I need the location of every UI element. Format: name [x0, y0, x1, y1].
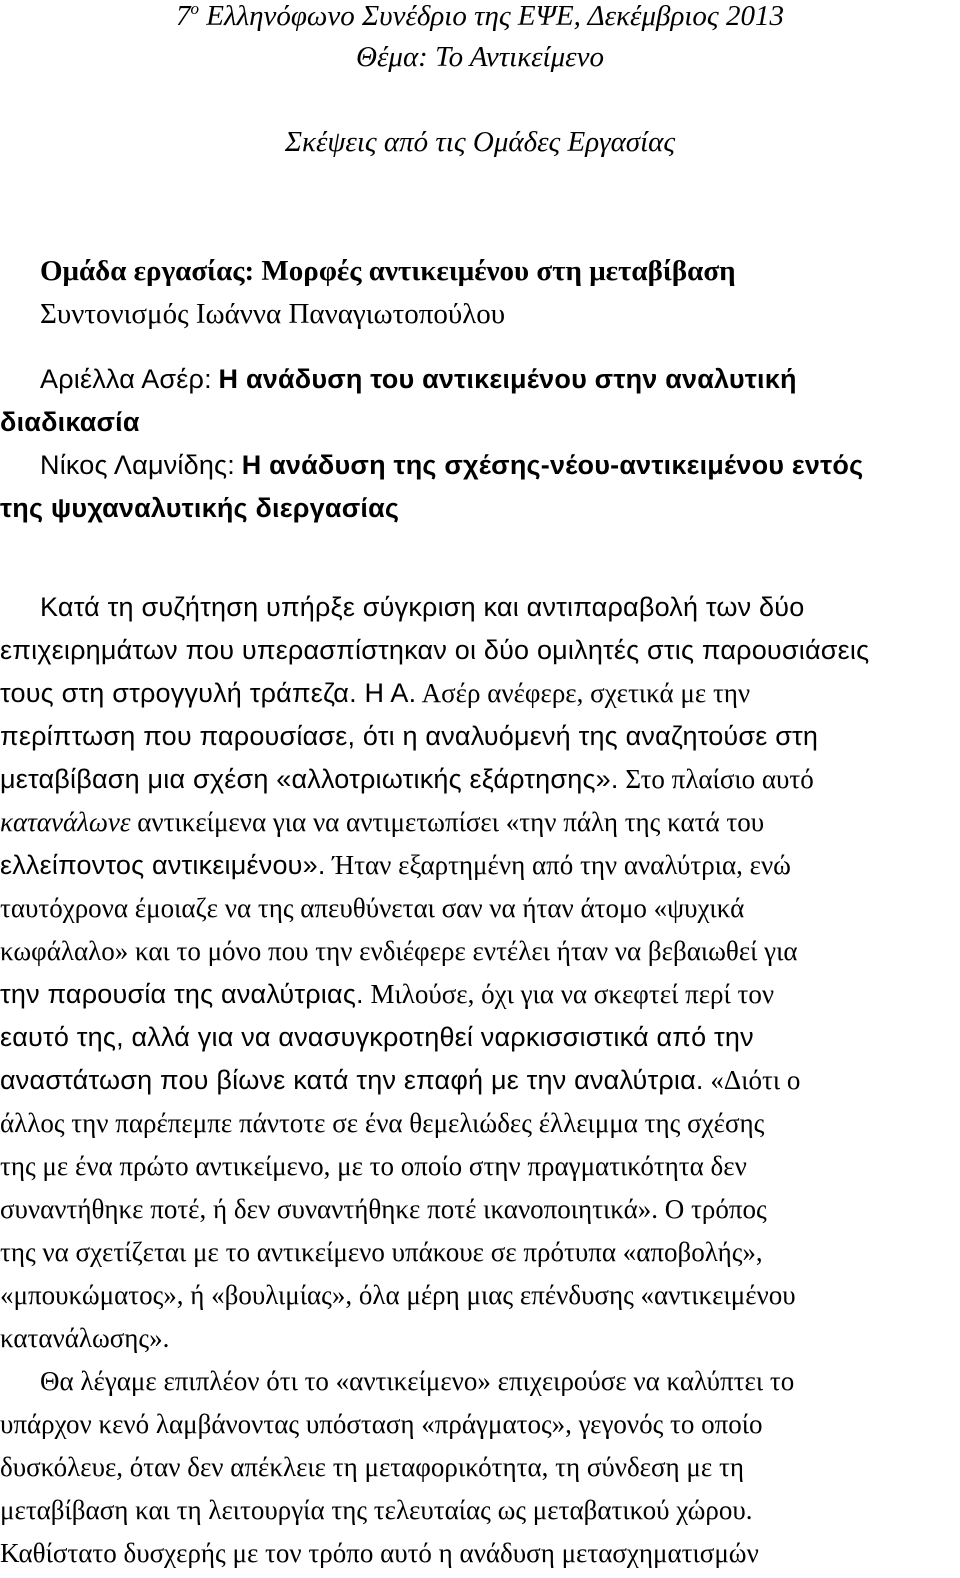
- body-line: συναντήθηκε ποτέ, ή δεν συναντήθηκε ποτέ ικανοποιητικά». Ο τρόπος: [0, 1194, 767, 1224]
- body-span: Μιλούσε, όχι για να σκεφτεί περί τον: [363, 979, 775, 1009]
- body-span-italic: κατανάλωνε: [0, 807, 131, 837]
- body-span: αντικείμενα για να αντιμετωπίσει «την πάλη της κατά του: [130, 807, 765, 837]
- body-span: ελλείποντος αντικειμένου».: [0, 850, 326, 880]
- talk-1-title: Η ανάδυση του αντικειμένου στην αναλυτική: [218, 364, 797, 394]
- body-span: Ασέρ ανέφερε, σχετικά με την: [416, 678, 751, 708]
- talk-2-line-1: [0, 444, 960, 487]
- body-span: μεταβίβαση μια σχέση «αλλοτριωτικής εξάρτησης».: [0, 764, 619, 794]
- talk-1-line-1: [0, 358, 960, 401]
- body-line: άλλος την παρέπεμπε πάντοτε σε ένα θεμελιώδες έλλειμμα της σχέσης: [0, 1108, 765, 1138]
- body-line: υπάρχον κενό λαμβάνοντας υπόσταση «πράγματος», γεγονός το οποίο: [0, 1409, 763, 1439]
- body-line: κωφάλαλο» και το μόνο που την ενδιέφερε εντέλει ήταν να βεβαιωθεί για: [0, 936, 798, 966]
- body-line: «μπουκώματος», ή «βουλιμίας», όλα μέρη μιας επένδυσης «αντικειμένου: [0, 1280, 796, 1310]
- body-line: [0, 1059, 960, 1102]
- body-span: την παρουσία της αναλύτριας.: [0, 979, 364, 1009]
- group-heading: [0, 250, 960, 336]
- section-subtitle: Σκέψεις από τις Ομάδες Εργασίας: [284, 126, 676, 158]
- body-line: Καθίστατο δυσχερής με τον τρόπο αυτό η ανάδυση μετασχηματισμών: [0, 1538, 759, 1568]
- body-line: δυσκόλευε, όταν δεν απέκλειε τη μεταφορικότητα, τη σύνδεση με τη: [0, 1452, 744, 1482]
- body-line: ταυτόχρονα έμοιαζε να της απευθύνεται σαν να ήταν άτομο «ψυχικά: [0, 893, 745, 923]
- body-span: «Διότι ο: [703, 1065, 801, 1095]
- conference-theme: Θέμα: Το Αντικείμενο: [356, 41, 604, 73]
- talk-2-title-continued: της ψυχαναλυτικής διεργασίας: [0, 493, 400, 523]
- body-line: μεταβίβαση και τη λειτουργία της τελευταίας ως μεταβατικού χώρου.: [0, 1495, 753, 1525]
- conference-number: 7: [176, 0, 191, 32]
- body-line: της με ένα πρώτο αντικείμενο, με το οποίο στην πραγματικότητα δεν: [0, 1151, 747, 1181]
- body-line: Θα λέγαμε επιπλέον ότι το «αντικείμενο» επιχειρούσε να καλύπτει το: [40, 1366, 795, 1396]
- body-line: κατανάλωσης».: [0, 1323, 170, 1353]
- talk-2-speaker: Νίκος Λαμνίδης:: [40, 450, 235, 480]
- body-line: περίπτωση που παρουσίασε, ότι η αναλυόμενή της αναζητούσε στη: [0, 721, 819, 751]
- body-line: [0, 844, 960, 887]
- body-line: της να σχετίζεται με το αντικείμενο υπάκουε σε πρότυπα «αποβολής»,: [0, 1237, 763, 1267]
- body-line: [0, 672, 960, 715]
- conference-name: Ελληνόφωνο Συνέδριο της ΕΨΕ, Δεκέμβριος 2013: [206, 0, 784, 32]
- body-line: [0, 758, 960, 801]
- body-span: αναστάτωση που βίωνε κατά την επαφή με την αναλύτρια.: [0, 1065, 704, 1095]
- body-line: επιχειρημάτων που υπερασπίστηκαν οι δύο ομιλητές στις παρουσιάσεις: [0, 635, 870, 665]
- body-span: τους στη στρογγυλή τράπεζα. Η Α.: [0, 678, 417, 708]
- talks-list: [0, 358, 960, 530]
- group-coordinator: Συντονισμός Ιωάννα Παναγιωτοπούλου: [40, 298, 506, 330]
- body-line: [0, 973, 960, 1016]
- body-span: Ήταν εξαρτημένη από την αναλύτρια, ενώ: [325, 850, 791, 880]
- conference-title: [0, 0, 960, 37]
- discussion-body: [0, 586, 960, 1575]
- group-title: Ομάδα εργασίας: Μορφές αντικειμένου στη μεταβίβαση: [40, 255, 736, 287]
- body-line: [0, 801, 960, 844]
- body-line: Κατά τη συζήτηση υπήρξε σύγκριση και αντιπαραβολή των δύο: [40, 592, 805, 622]
- body-span: Στο πλαίσιο αυτό: [618, 764, 814, 794]
- talk-2-title: Η ανάδυση της σχέσης-νέου-αντικειμένου εντός: [241, 450, 864, 480]
- body-line: εαυτό της, αλλά για να ανασυγκροτηθεί ναρκισσιστικά από την: [0, 1022, 754, 1052]
- ordinal-superscript: ο: [190, 0, 200, 18]
- talk-1-title-continued: διαδικασία: [0, 407, 140, 437]
- talk-1-speaker: Αριέλλα Ασέρ:: [40, 364, 212, 394]
